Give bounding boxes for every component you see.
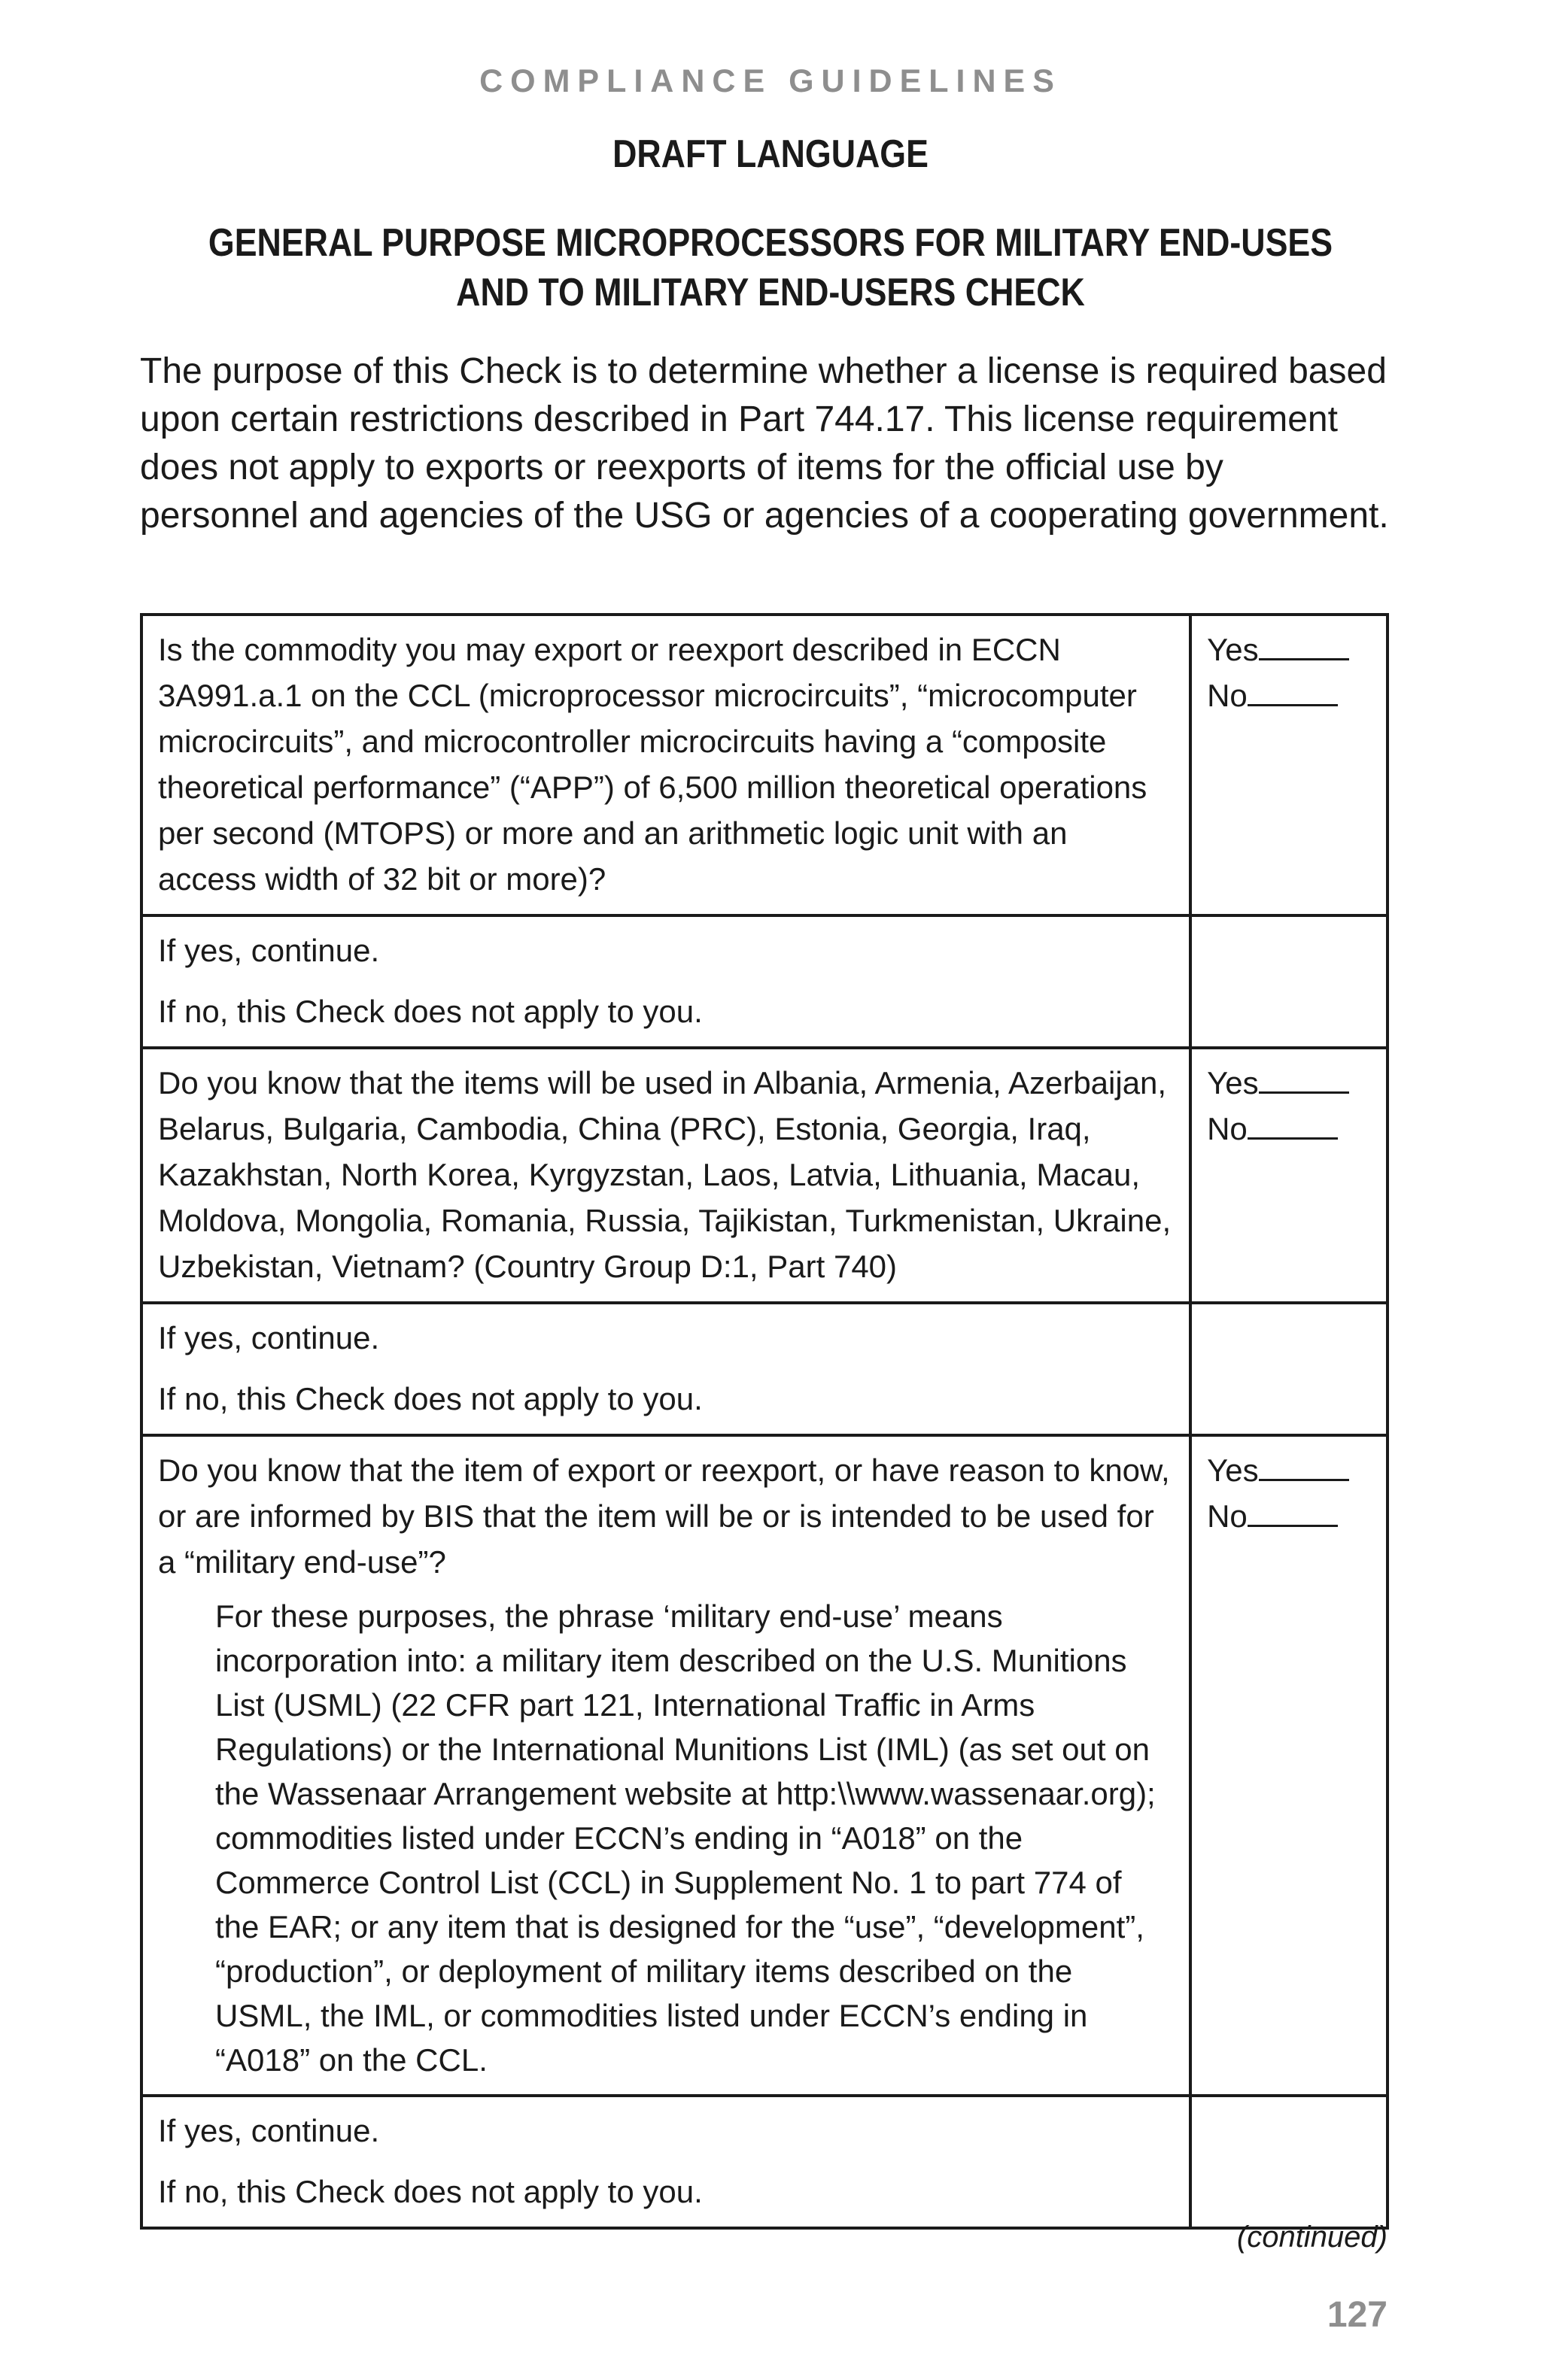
yes-blank[interactable] bbox=[1259, 1449, 1349, 1481]
question-text: Do you know that the items will be used in Albania, Armenia, Azerbaijan, Belarus, Bulgaria, Cambodia, China (PRC), Estonia, Georgia, Iraq, Kazakhstan, North Korea, Kyrgyzstan, Laos, Latvia, Lithuania, Macau, Moldova, Mongolia, Romania, Russia, Tajikistan, Turkmenistan, Ukraine, Uzbekistan, Vietnam? (Country Group D:1, Part 740) bbox=[158, 1065, 1172, 1284]
no-answer-field[interactable] bbox=[1207, 1106, 1371, 1152]
yes-answer-field[interactable] bbox=[1207, 1447, 1371, 1493]
no-label: No bbox=[1207, 1498, 1248, 1534]
question-cell bbox=[141, 1435, 1190, 2096]
empty-cell bbox=[1190, 915, 1388, 1048]
yes-answer-field[interactable] bbox=[1207, 1060, 1371, 1106]
table-row-instruction-1 bbox=[141, 915, 1388, 1048]
yes-blank[interactable] bbox=[1259, 1061, 1349, 1094]
table-row-question-2 bbox=[141, 1048, 1388, 1303]
table-row-question-1 bbox=[141, 615, 1388, 915]
if-no-text: If no, this Check does not apply to you. bbox=[158, 1381, 703, 1416]
question-cell bbox=[141, 615, 1190, 915]
answer-cell bbox=[1190, 1435, 1388, 2096]
check-table bbox=[140, 613, 1389, 2230]
table-row-instruction-2 bbox=[141, 1303, 1388, 1435]
yes-blank[interactable] bbox=[1259, 628, 1349, 660]
question-cell bbox=[141, 1048, 1190, 1303]
continued-note: (continued) bbox=[1236, 2221, 1388, 2254]
table-row-question-3 bbox=[141, 1435, 1388, 2096]
if-yes-text: If yes, continue. bbox=[158, 1320, 380, 1355]
page-title: DRAFT LANGUAGE bbox=[612, 132, 929, 176]
no-blank[interactable] bbox=[1248, 674, 1338, 706]
intro-paragraph: The purpose of this Check is to determine whether a license is required based upon certain restrictions described in Part 744.17. This license requirement does not apply to exports or reexports of items for the official use by personnel and agencies of the USG or agencies of a cooperating government. bbox=[140, 351, 1389, 536]
definition-note: For these purposes, the phrase ‘military end-use’ means incorporation into: a military item described on the U.S. Munitions List (USML) (22 CFR part 121, International Traffic in Arms Regulations) or the International Munitions List (IML) (as set out on the Wassenaar Arrangement website at http:\\www.wassenaar.org); commodities listed under ECCN’s ending in “A018” on the Commerce Control List (CCL) in Supplement No. 1 to part 774 of the EAR; or any item that is designed for the “use”, “development”, “production”, or deployment of military items described on the USML, the IML, or commodities listed under ECCN’s ending in “A018” on the CCL. bbox=[215, 1598, 1156, 2078]
empty-cell bbox=[1190, 2096, 1388, 2228]
question-text: Do you know that the item of export or reexport, or have reason to know, or are informed by BIS that the item will be or is intended to be used for a “military end-use”? bbox=[158, 1453, 1170, 1580]
no-answer-field[interactable] bbox=[1207, 672, 1371, 718]
yes-label: Yes bbox=[1207, 1453, 1259, 1488]
no-blank[interactable] bbox=[1248, 1495, 1338, 1527]
yes-label: Yes bbox=[1207, 1065, 1259, 1100]
if-no-text: If no, this Check does not apply to you. bbox=[158, 994, 703, 1029]
instruction-cell bbox=[141, 1303, 1190, 1435]
question-text: Is the commodity you may export or reexport described in ECCN 3A991.a.1 on the CCL (microprocessor microcircuits”, “microcomputer microcircuits”, and microcontroller microcircuits having a “composite theoretical performance” (“APP”) of 6,500 million theoretical operations per second (MTOPS) or more and an arithmetic logic unit with an access width of 32 bit or more)? bbox=[158, 632, 1147, 897]
page-subtitle: GENERAL PURPOSE MICROPROCESSORS FOR MILITARY END-USES AND TO MILITARY END-USERS CHECK bbox=[208, 221, 1333, 314]
if-yes-text: If yes, continue. bbox=[158, 933, 380, 968]
running-head: COMPLIANCE GUIDELINES bbox=[479, 63, 1062, 99]
instruction-cell bbox=[141, 915, 1190, 1048]
no-answer-field[interactable] bbox=[1207, 1493, 1371, 1539]
yes-answer-field[interactable] bbox=[1207, 627, 1371, 672]
no-blank[interactable] bbox=[1248, 1107, 1338, 1140]
no-label: No bbox=[1207, 1111, 1248, 1146]
table-row-instruction-3 bbox=[141, 2096, 1388, 2228]
answer-cell bbox=[1190, 615, 1388, 915]
no-label: No bbox=[1207, 678, 1248, 713]
empty-cell bbox=[1190, 1303, 1388, 1435]
yes-label: Yes bbox=[1207, 632, 1259, 667]
instruction-cell bbox=[141, 2096, 1190, 2228]
if-yes-text: If yes, continue. bbox=[158, 2113, 380, 2148]
if-no-text: If no, this Check does not apply to you. bbox=[158, 2174, 703, 2209]
page-number: 127 bbox=[1327, 2295, 1388, 2335]
answer-cell bbox=[1190, 1048, 1388, 1303]
